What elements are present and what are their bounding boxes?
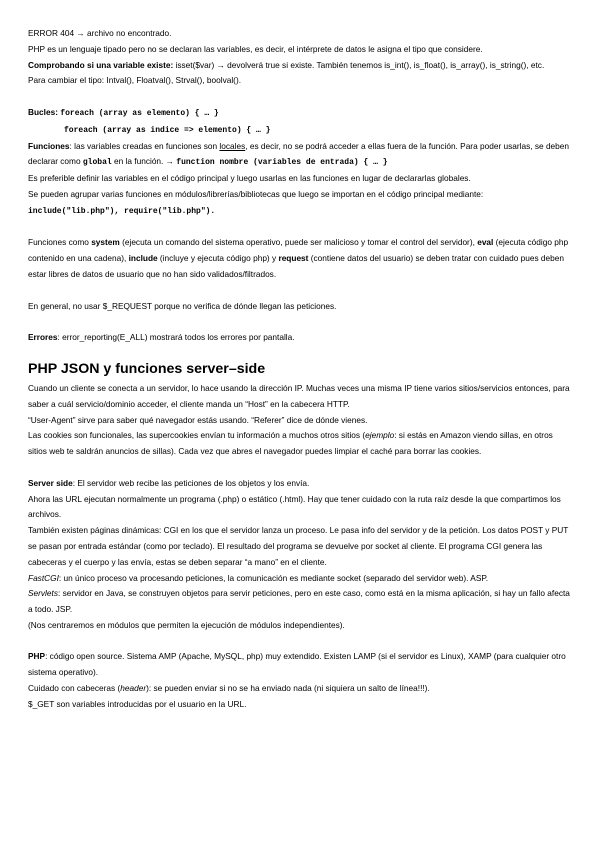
php-text: : código open source. Sistema AMP (Apache, MySQL, php) muy extendido. Existen LAMP (si el servidor es Linux), XAMP (para cualquier otro sistema operativo).	[28, 651, 566, 678]
functions-preference: Es preferible definir las variables en el código principal y luego usarlas en las funciones en lugar de declararlas globales.	[28, 173, 471, 184]
dangerous-text-1: Funciones como	[28, 237, 92, 248]
loops-line-1	[28, 105, 574, 122]
error-404-line: ERROR 404 → archivo no encontrado.	[28, 28, 172, 38]
type-cast-line: Para cambiar el tipo: Intval(), Floatval(), Strval(), boolval().	[28, 75, 242, 86]
php-typing-paragraph: PHP es un lenguaje tipado pero no se declaran las variables, es decir, el intérprete de datos le asigna el tipo que considere.	[28, 43, 483, 54]
loops-line-2	[28, 122, 574, 139]
isset-label: Comprobando si una variable existe:	[28, 59, 174, 70]
eval-word: eval	[477, 237, 494, 248]
user-agent-line: “User-Agent” sirve para saber qué navegador estás usando. “Referer” dice de dónde vienes.	[28, 414, 368, 425]
server-side-label: Server side	[28, 477, 73, 488]
section-heading: PHP JSON y funciones server–side	[28, 360, 266, 377]
servlets-label: Servlets	[28, 588, 58, 599]
headers-text-1: Cuidado con cabeceras (	[28, 683, 121, 694]
server-side-paragraph	[28, 476, 574, 492]
dangerous-text-2: (ejecuta un comando del sistema operativo, puede ser malicioso y tomar el control del servidor),	[119, 237, 478, 248]
global-keyword: global	[82, 158, 112, 168]
functions-text-2: , es decir, no se podrá acceder a ellas fuera de la función. Para poder usarlas, se deben declarar como	[28, 140, 570, 167]
ejemplo-word: ejemplo	[365, 430, 395, 441]
request-note: En general, no usar $_REQUEST porque no verifica de dónde llegan las peticiones.	[28, 300, 337, 311]
modules-note: (Nos centraremos en módulos que permiten la ejecución de módulos independientes).	[28, 619, 345, 630]
foreach-code-1: foreach (array as elemento) { … }	[60, 108, 219, 118]
isset-text: isset($var) → devolverá true si existe. También tenemos is_int(), is_float(), is_array(), is_string(), etc.	[173, 59, 545, 70]
cgi-paragraph: También existen páginas dinámicas: CGI en los que el servidor lanza un proceso. Le pasa info del servidor y de la petición. Los datos POST y PUT se pasan por entrada estándar (como por teclado). El resultado del programa se devuelve por socket al cliente. El programa CGI genera las cabeceras y el cuerpo y las envía, estas se deben separar “a mano” en el cliente.	[28, 525, 569, 567]
cookies-text-1: Las cookies son funcionales, las supercookies envían tu información a muchos otros sitios (	[28, 430, 366, 441]
url-paragraph: Ahora las URL ejecutan normalmente un programa (.php) o estático (.html). Hay que tener cuidado con la ruta raíz desde la que compartimos los archivos.	[28, 493, 561, 520]
request-word: request	[278, 253, 309, 264]
functions-paragraph	[28, 139, 574, 172]
functions-modules	[28, 187, 574, 220]
system-word: system	[91, 237, 120, 248]
fastcgi-paragraph	[28, 571, 574, 587]
function-signature-code: function nombre (variables de entrada) { … }	[176, 158, 388, 168]
errors-paragraph	[28, 330, 574, 346]
modules-text: Se pueden agrupar varias funciones en módulos/librerías/bibliotecas que luego se importan en el código principal mediante:	[28, 188, 484, 199]
servlets-text: : servidor en Java, se construyen objetos para servir peticiones, pero en este caso, como está en la misma aplicación, si hay un fallo afecta a todo. JSP.	[28, 588, 570, 615]
server-side-text: : El servidor web recibe las peticiones de los objetos y los envía.	[72, 477, 310, 488]
servlets-paragraph	[28, 586, 574, 618]
locales-word: locales	[219, 140, 246, 151]
headers-paragraph	[28, 681, 574, 697]
dangerous-text-3: (ejecuta código php contenido en una cadena),	[28, 237, 569, 264]
fastcgi-label: FastCGI	[28, 572, 59, 583]
dangerous-text-5: (contiene datos del usuario) se deben tratar con cuidado pues deben estar libres de datos de usuario que no han sido validados/filtrados.	[28, 253, 564, 279]
cookies-text-2: : si estás en Amazon viendo sillas, en otros sitios web te saldrán anuncios de sillas). Cada vez que abres el navegador puedes limpiar el caché para borrar las cookies.	[28, 430, 553, 457]
host-paragraph: Cuando un cliente se conecta a un servidor, lo hace usando la dirección IP. Muchas veces una misma IP tiene varios sitios/servicios entonces, para saber a cuál servicio/dominio acceder, el cliente manda un “Host” en la cabecera HTTP.	[28, 382, 570, 409]
dangerous-text-4: (incluye y ejecuta código php) y	[157, 253, 279, 264]
include-require-code: include("lib.php"), require("lib.php").	[28, 206, 216, 216]
loops-label: Bucles:	[28, 106, 58, 117]
php-label: PHP	[28, 651, 46, 662]
php-paragraph	[28, 649, 574, 681]
isset-paragraph	[28, 58, 574, 74]
functions-label: Funciones	[28, 140, 70, 151]
dangerous-functions-paragraph	[28, 235, 574, 282]
errors-text: : error_reporting(E_ALL) mostrará todos los errores por pantalla.	[57, 332, 295, 343]
errors-label: Errores	[28, 332, 58, 343]
fastcgi-text: : un único proceso va procesando peticiones, la comunicación es mediante socket (separado del servidor web). ASP.	[58, 572, 489, 583]
include-word: include	[128, 253, 158, 264]
functions-text-1: : las variables creadas en funciones son	[69, 140, 220, 151]
functions-text-3: en la función. →	[111, 156, 177, 167]
headers-text-2: ): se pueden enviar si no se ha enviado nada (ni siquiera un salto de línea!!!).	[146, 683, 430, 694]
foreach-code-2: foreach (array as indice => elemento) { … }	[64, 125, 271, 135]
get-variables-line: $_GET son variables introducidas por el usuario en la URL.	[28, 698, 247, 709]
cookies-paragraph	[28, 428, 574, 460]
header-word: header	[120, 683, 147, 694]
